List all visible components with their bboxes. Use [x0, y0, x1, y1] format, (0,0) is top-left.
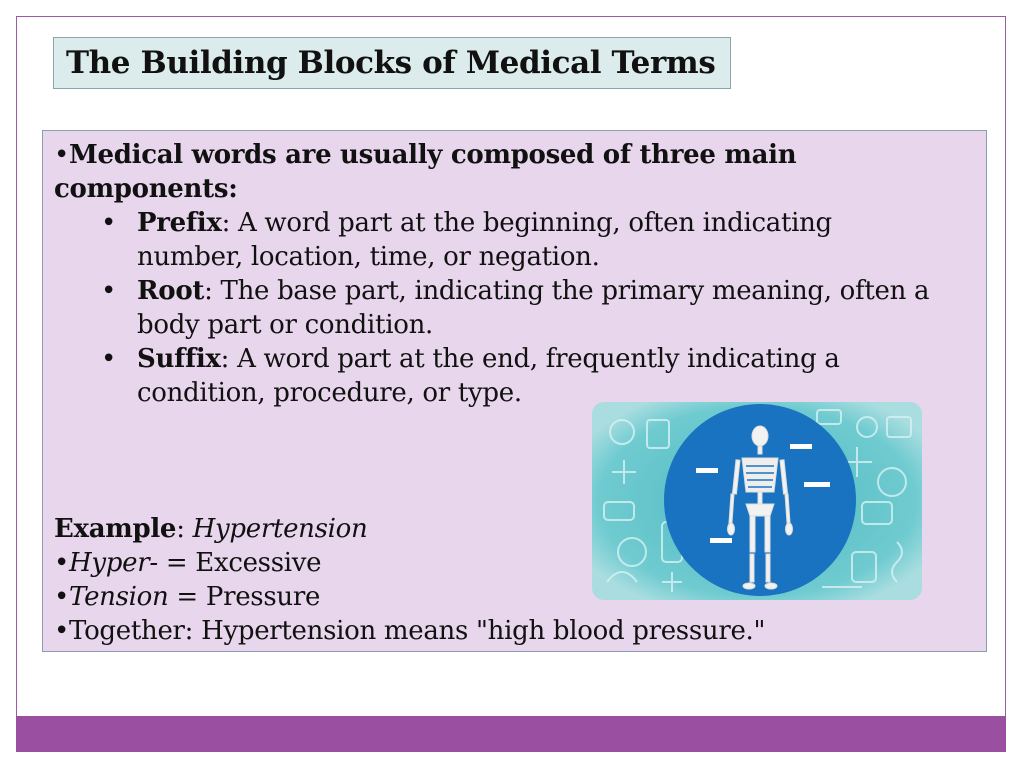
intro-text-1: Medical words are usually composed of three main: [69, 140, 797, 170]
suffix-sep: :: [220, 344, 230, 374]
prefix-desc-1: A word part at the beginning, often indicating: [230, 208, 832, 238]
suffix-term: Suffix: [137, 344, 221, 374]
example-bullet: •: [54, 548, 70, 578]
slide-title: The Building Blocks of Medical Terms: [66, 45, 716, 81]
together-text: Together: Hypertension means "high blood pressure.": [69, 616, 766, 646]
title-box: [53, 37, 731, 89]
root-sep: :: [204, 276, 213, 306]
prefix-line-1: [137, 206, 832, 240]
prefix-bullet: •: [101, 208, 117, 238]
intro-line-2: components:: [54, 174, 238, 204]
example-sep: :: [176, 514, 193, 544]
prefix-sep: :: [221, 208, 231, 238]
root-term: Root: [137, 276, 205, 306]
root-bullet: •: [101, 276, 117, 306]
suffix-line-1: [137, 342, 840, 376]
example-meaning-tension: = Pressure: [168, 582, 321, 612]
suffix-line-2: condition, procedure, or type.: [137, 378, 522, 408]
prefix-line-2: number, location, time, or negation.: [137, 242, 600, 272]
example-meaning-hyper: = Excessive: [157, 548, 322, 578]
example-together: [54, 614, 765, 648]
suffix-bullet: •: [101, 344, 117, 374]
bottom-accent-bar: [16, 716, 1006, 752]
root-line-1: [137, 274, 929, 308]
example-bullet: •: [54, 582, 70, 612]
intro-line-1: [54, 138, 796, 172]
skeleton-anatomy-icon: [592, 402, 922, 600]
example-part-hyper: Hyper-: [69, 548, 158, 578]
example-item-tension: [54, 580, 320, 614]
example-bullet: •: [54, 616, 70, 646]
root-line-2: body part or condition.: [137, 310, 433, 340]
example-label: Example: [54, 514, 177, 544]
root-desc-1: The base part, indicating the primary meaning, often a: [212, 276, 930, 306]
example-heading: [54, 512, 367, 546]
prefix-term: Prefix: [137, 208, 222, 238]
skeleton-illustration: [592, 402, 922, 600]
example-item-hyper: [54, 546, 321, 580]
intro-bullet: •: [54, 140, 70, 170]
example-word: Hypertension: [192, 514, 368, 544]
example-part-tension: Tension: [69, 582, 169, 612]
suffix-desc-1: A word part at the end, frequently indicating a: [229, 344, 840, 374]
